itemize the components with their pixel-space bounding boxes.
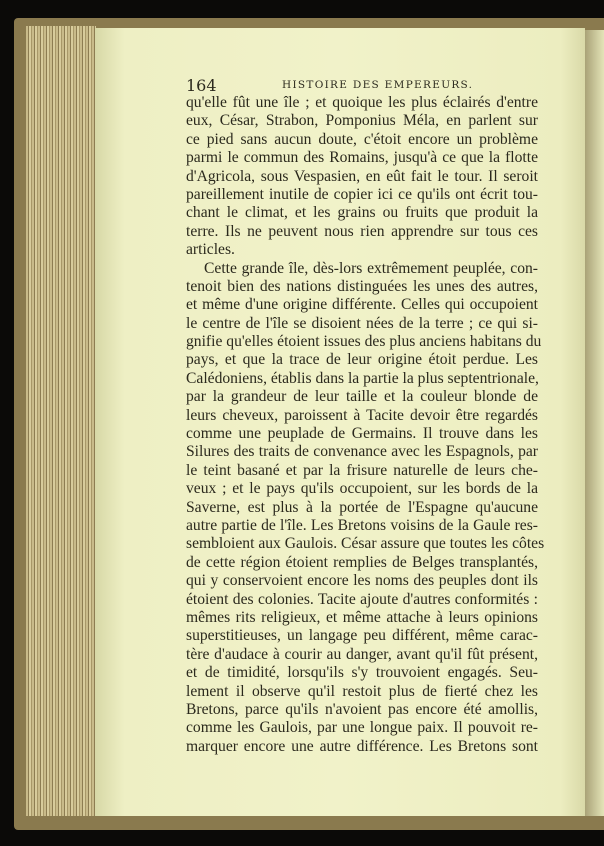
- page-number: 164: [186, 76, 217, 95]
- text-line: le centre de l'île se disoient nées de la terre ; ce qui si-: [186, 314, 538, 332]
- text-line: eux, César, Strabon, Pomponius Méla, en parlent sur: [186, 112, 538, 130]
- text-line: Calédoniens, établis dans la partie la plus septentrionale,: [186, 369, 539, 387]
- text-line: de cette région étoient remplies de Belges transplantés,: [186, 553, 538, 571]
- text-line: qui y conservoient encore les noms des peuples dont ils: [186, 572, 538, 590]
- page-edges: [26, 26, 96, 816]
- text-line: par la grandeur de leur taille et la couleur blonde de: [186, 388, 538, 406]
- text-line: d'Agricola, sous Vespasien, en eût fait le tour. Il seroit: [186, 167, 538, 185]
- text-line: Bretons, parce qu'ils n'avoient pas encore été amollis,: [186, 700, 538, 718]
- text-line: pays, et que la trace de leur origine étoit perdue. Les: [186, 351, 538, 369]
- text-line: le teint basané et par la frisure naturelle de leurs che-: [186, 461, 538, 479]
- text-line: sembloient aux Gaulois. César assure que toutes les côtes: [186, 535, 545, 553]
- text-line: gnifie qu'elles étoient issues des plus anciens habitans du: [186, 333, 542, 351]
- text-line: comme les Gaulois, par une longue paix. Il pouvoit re-: [186, 719, 538, 737]
- text-line: articles.: [186, 241, 235, 259]
- text-line: et de timidité, lorsqu'ils s'y trouvoient engagés. Seu-: [186, 664, 538, 682]
- text-line: Silures des traits de convenance avec les Espagnols, par: [186, 443, 538, 461]
- running-title: HISTOIRE DES EMPEREURS.: [282, 79, 474, 91]
- text-line: superstitieuses, un langage peu différent, même carac-: [186, 627, 538, 645]
- text-line: marquer encore une autre différence. Les Bretons sont: [186, 737, 538, 755]
- text-line: Saverne, est plus à la portée de l'Espagne qu'aucune: [186, 498, 538, 516]
- text-line: veux ; et le pays qu'ils occupoient, sur les bords de la: [186, 480, 538, 498]
- text-line: étoient des colonies. Tacite ajoute d'autres conformités :: [186, 590, 538, 608]
- text-line: tère d'audace à courir au danger, avant qu'il fût présent,: [186, 645, 538, 663]
- text-line: lement il observe qu'il restoit plus de fierté chez les: [186, 682, 538, 700]
- text-line: ce pied sans aucun doute, c'étoit encore un problème: [186, 130, 538, 148]
- text-line: chant le climat, et les grains ou fruits que produit la: [186, 204, 538, 222]
- text-line: comme une peuplade de Germains. Il trouve dans les: [186, 425, 538, 443]
- text-line: autre partie de l'île. Les Bretons voisins de la Gaule res-: [186, 516, 538, 534]
- text-line: mêmes rits religieux, et même attache à leurs opinions: [186, 608, 538, 626]
- text-line: tenoit bien des nations distinguées les unes des autres,: [186, 277, 538, 295]
- text-line: qu'elle fût une île ; et quoique les plus éclairés d'entre: [186, 94, 538, 111]
- text-line: leurs cheveux, paroissent à Tacite devoir être regardés: [186, 406, 538, 424]
- text-line: parmi le commun des Romains, jusqu'à ce que la flotte: [186, 149, 538, 167]
- text-line: pareillement inutile de copier ici ce qu'ils ont écrit tou-: [186, 185, 538, 203]
- text-line: Cette grande île, dès-lors extrêmement peuplée, con-: [204, 259, 538, 277]
- page-header: [186, 76, 538, 96]
- body-text: [186, 94, 545, 756]
- facing-page-edge: [585, 30, 604, 816]
- text-line: et même d'une origine différente. Celles qui occupoient: [186, 296, 538, 314]
- text-line: terre. Ils ne peuvent nous rien apprendre sur tous ces: [186, 222, 538, 240]
